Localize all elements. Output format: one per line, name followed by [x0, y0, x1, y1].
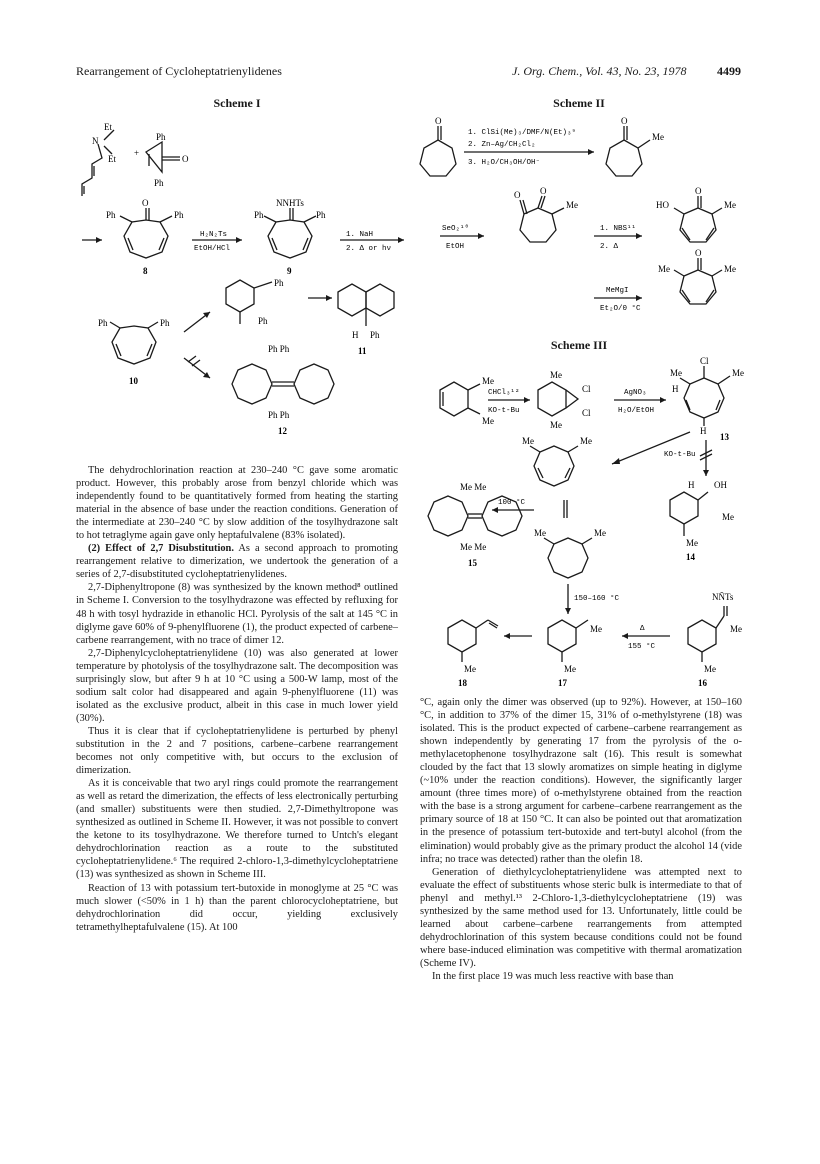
label-kotbu: KO-t-Bu [488, 407, 520, 415]
label-o-cp: O [182, 154, 189, 164]
label-compound-9: 9 [287, 266, 292, 276]
label-o8: O [142, 198, 149, 208]
label-kotbu-blocked: KO-t-Bu [664, 451, 696, 459]
label-ph12b: Ph Ph [268, 410, 290, 420]
ring-17 [548, 620, 576, 652]
ring-9 [268, 220, 312, 258]
label-me-14b: Me [686, 538, 698, 548]
label-compound-13: 13 [720, 432, 729, 442]
label-me-c: Me [566, 200, 578, 210]
ring-11a [338, 284, 366, 316]
label-cl-13: Cl [700, 356, 709, 366]
left-paragraph-7: Reaction of 13 with potassium tert-butoxide in monoglyme at 25 °C was much slower (<50% in 1 h) than the parent chlorocycloheptatriene, but dehydrochlorination did occur, yielding exclusively tetramethylheptafulvalene (15). At 100 [76, 882, 398, 933]
label-chcl3: CHCl₃¹² [488, 389, 520, 397]
label-me-16b: Me [704, 664, 716, 674]
label-compound-11: 11 [358, 346, 367, 356]
label-ph-carbene2: Ph [258, 316, 268, 326]
label-reagent-delta-hv: 2. Δ or hν [346, 245, 392, 253]
label-me-13b: Me [732, 368, 744, 378]
label-cl-b1: Cl [582, 384, 591, 394]
label-o-c1: O [514, 190, 521, 200]
label-o-c2: O [540, 186, 547, 196]
label-temp-100: 100 °C [498, 499, 526, 507]
scheme-3-title: Scheme III [550, 338, 608, 352]
left-paragraph-6: As it is conceivable that two aryl rings could promote the rearrangement as well as retard the dimerization, the effects of less electronically perturbing (and smaller) substituents were then studied. 2,7-Dimethyltropone was synthesized as outlined in Scheme II. However, it was not possible to convert the ketone to its tosylhydrazone. We therefore turned to Untch's elegant dehydrochlorination reaction as a route to the substituted cycloheptatrienylidene.⁶ The required 2-chloro-1,3-dimethylcycloheptatriene (13) was synthesized as shown in Scheme III. [76, 778, 398, 881]
label-ph-cp2: Ph [154, 178, 164, 188]
label-nbs2: 2. Δ [600, 243, 619, 251]
label-nbs1: 1. NBS¹¹ [600, 225, 637, 233]
label-h2o-etoh: H₂O/EtOH [618, 407, 655, 415]
label-me-a1: Me [482, 376, 494, 386]
ring-18 [448, 620, 476, 652]
ring-12b [294, 364, 334, 404]
left-paragraph-2-text: As a second approach to promoting rearrangement relative to dimerization, we undertook the generation of a series of 2,7-disubstituted cycloheptatrienylidenes. [76, 543, 398, 581]
label-compound-17: 17 [558, 678, 567, 688]
label-ho-d: HO [656, 200, 669, 210]
label-nnhts: NNHTs [276, 198, 304, 208]
label-me-c1: Me [522, 436, 534, 446]
left-paragraph-3: 2,7-Diphenyltropone (8) was synthesized by the known method⁸ outlined in Scheme I. Conversion to the tosylhydrazone was effected by refluxing for 48 h with tosyl hydrazide in ethanolic HCl. Pyrolysis of the salt at 145 °C in diglyme gave 60% of 9-phenylfluorene (1), the product expected of carbene–carbene rearrangement, with no trace of dimer 12. [76, 582, 398, 646]
ring-dimethyltropone [680, 270, 716, 304]
scheme-1-title: Scheme I [213, 96, 261, 110]
ring-8 [124, 220, 168, 258]
label-h-13a: H [672, 384, 679, 394]
label-nnts: NÑTs [712, 592, 734, 602]
label-ph10b: Ph [160, 318, 170, 328]
label-compound-16: 16 [698, 678, 707, 688]
scheme-1-figure [76, 112, 406, 452]
label-me-e2: Me [724, 264, 736, 274]
ring-norcarane [538, 382, 566, 416]
enamine-bonds [82, 144, 102, 196]
scheme-3-figure [418, 352, 754, 692]
label-compound-12: 12 [278, 426, 287, 436]
label-ph10a: Ph [98, 318, 108, 328]
label-me-14a: Me [722, 512, 734, 522]
label-ph-cp1: Ph [156, 132, 166, 142]
label-me-d1: Me [534, 528, 546, 538]
ring-11b [366, 284, 394, 316]
label-o-a: O [435, 116, 442, 126]
label-me-18: Me [464, 664, 476, 674]
left-column [76, 464, 398, 934]
ring-10 [112, 326, 156, 364]
left-paragraph-1: The dehydrochlorination reaction at 230–240 °C gave some aromatic product. However, this probably arose from benzyl chloride which was independently found to be quantitatively formed from heating the starting material in the absence of base under the reaction conditions. Generation of the intermediate at 230–240 °C by slow addition of the tosylhydrazone salt to hot tetraglyme again gave only heptafulvalene (83% isolated). [76, 465, 398, 542]
scheme-2-title: Scheme II [553, 96, 605, 110]
left-paragraph-2 [76, 542, 398, 581]
ring-cycloheptanone [420, 140, 456, 176]
label-ph8a: Ph [106, 210, 116, 220]
label-compound-18: 18 [458, 678, 467, 688]
label-reagent-h2n2ts: H₂N₂Ts [200, 231, 228, 239]
right-paragraph-2: Generation of diethylcycloheptatrienylidene was attempted next to evaluate the effect of substituents whose steric bulk is intermediate to that of phenyl and methyl.¹³ 2-Chloro-1,3-diethylcycloheptatriene (19) was synthesized by the same method used for 13. Unfortunately, little could be learned about carbene–carbene rearrangements from attempted dehydrochlorination of this system because conditions could not be found where base-induced elimination was competitive with thermal aromatization (Scheme IV). [420, 866, 742, 969]
label-o-d: O [695, 186, 702, 196]
label-temp-155: 155 °C [628, 643, 656, 651]
label-h11: H [352, 330, 359, 340]
label-me-b: Me [652, 132, 664, 142]
label-me-16a: Me [730, 624, 742, 634]
ring-16 [688, 620, 716, 652]
label-et2o: Et₂O/0 °C [600, 305, 641, 313]
left-paragraph-5: Thus it is clear that if cycloheptatrienylidene is perturbed by phenyl substitution in the 2 and 7 positions, carbene–carbene rearrangement becomes not only competitive with, but occurs to the exclusion of dimerization. [76, 725, 398, 777]
ring-diketone [520, 208, 556, 242]
page-number: 4499 [717, 64, 741, 78]
label-me-15a: Me Me [460, 482, 487, 492]
label-et1: Et [104, 122, 112, 132]
label-oh-14: OH [714, 480, 727, 490]
label-delta: Δ [640, 625, 645, 633]
right-paragraph-3: In the first place 19 was much less reactive with base than [432, 970, 674, 982]
label-ph-carbene1: Ph [274, 278, 284, 288]
label-me-d2: Me [594, 528, 606, 538]
label-memgi: MeMgI [606, 287, 629, 295]
label-me-13a: Me [670, 368, 682, 378]
right-paragraph-1: °C, again only the dimer was observed (up to 92%). However, at 150–160 °C, in addition to 37% of the dimer 15, 31% of o-methylstyrene (18) was isolated. This is the product expected of carbene–carbene rearrangement as shown independently by generating 17 from the pyrolysis of the o-methylacetophenone tosylhydrazone salt (16). This result is somewhat clouded by the fact that 13 slowly aromatizes on simple heating in diglyme (~10% under the reaction conditions). However, the significantly larger amount (three times more) of o-methylstyrene obtained from the reaction with the base is a strong argument for carbene–carbene rearrangement as the primary source of 18 at 150 °C. It can also be pointed out that aromatization in the presence of potassium tert-butoxide and tert-butyl alcohol (from the elimination) would probably give as the primary product the alcohol 14 (vide infra; no trace was detected) rather than the olefin 18. [420, 697, 742, 865]
label-compound-14: 14 [686, 552, 695, 562]
label-etoh: EtOH [446, 243, 465, 251]
label-reagent-etoh-hcl: EtOH/HCl [194, 245, 231, 253]
label-plus: + [134, 148, 140, 158]
label-compound-15: 15 [468, 558, 477, 568]
label-me-d: Me [724, 200, 736, 210]
label-me-17a: Me [590, 624, 602, 634]
label-cl-b2: Cl [582, 408, 591, 418]
scheme-2-figure [418, 112, 748, 332]
ring-2-methylcycloheptanone [606, 140, 642, 176]
label-scheme2-reagent2: 2. Zn–Ag/CH₂Cl₂ [468, 141, 536, 149]
label-scheme2-reagent1: 1. ClSi(Me)₃/DMF/N(Et)₃⁹ [468, 129, 577, 137]
label-o-e: O [695, 248, 702, 258]
ring-phenylcarbene [226, 280, 254, 312]
label-ph8b: Ph [174, 210, 184, 220]
label-me-a2: Me [482, 416, 494, 426]
running-header-journal: J. Org. Chem., Vol. 43, No. 23, 1978 [512, 64, 687, 78]
label-scheme2-reagent3: 3. H₂O/CH₃OH/OH⁻ [468, 159, 541, 167]
label-me-17b: Me [564, 664, 576, 674]
label-me-b1: Me [550, 370, 562, 380]
running-header-title: Rearrangement of Cycloheptatrienylidenes [76, 64, 282, 78]
ring-12a [232, 364, 272, 404]
ring-dimethylcyclohexadiene [440, 382, 468, 416]
section-subhead: (2) Effect of 2,7 Disubstitution. [88, 543, 234, 555]
label-seo2: SeO₂¹⁰ [442, 225, 470, 233]
label-o-b: O [621, 116, 628, 126]
label-n: N [92, 136, 99, 146]
ring-14 [670, 492, 698, 524]
label-me-b2: Me [550, 420, 562, 430]
label-ph9a: Ph [254, 210, 264, 220]
ring-tropolone [680, 208, 716, 242]
label-ph12a: Ph Ph [268, 344, 290, 354]
label-et2: Et [108, 154, 116, 164]
ring-15a [428, 496, 468, 536]
right-column [420, 696, 742, 983]
label-h-14: H [688, 480, 695, 490]
label-temp-150: 150–160 °C [574, 595, 620, 603]
label-h-13b: H [700, 426, 707, 436]
label-ph11: Ph [370, 330, 380, 340]
label-compound-8: 8 [143, 266, 148, 276]
label-ph9b: Ph [316, 210, 326, 220]
label-me-c2: Me [580, 436, 592, 446]
label-compound-10: 10 [129, 376, 138, 386]
label-me-15b: Me Me [460, 542, 487, 552]
left-paragraph-4: 2,7-Diphenylcycloheptatrienylidene (10) was also generated at lower temperature by photolysis of the tosylhydrazone salt. The decomposition was surprisingly slow, but after 9 h at 10 °C using a 500-W lamp, most of the sodium salt color had disappeared and again 9-phenylfluorene (11) was isolated as the exclusive product, albeit in this case in much lower yield (30%). [76, 647, 398, 724]
label-me-e1: Me [658, 264, 670, 274]
label-reagent-nah: 1. NaH [346, 231, 374, 239]
label-agno3: AgNO₃ [624, 389, 647, 397]
